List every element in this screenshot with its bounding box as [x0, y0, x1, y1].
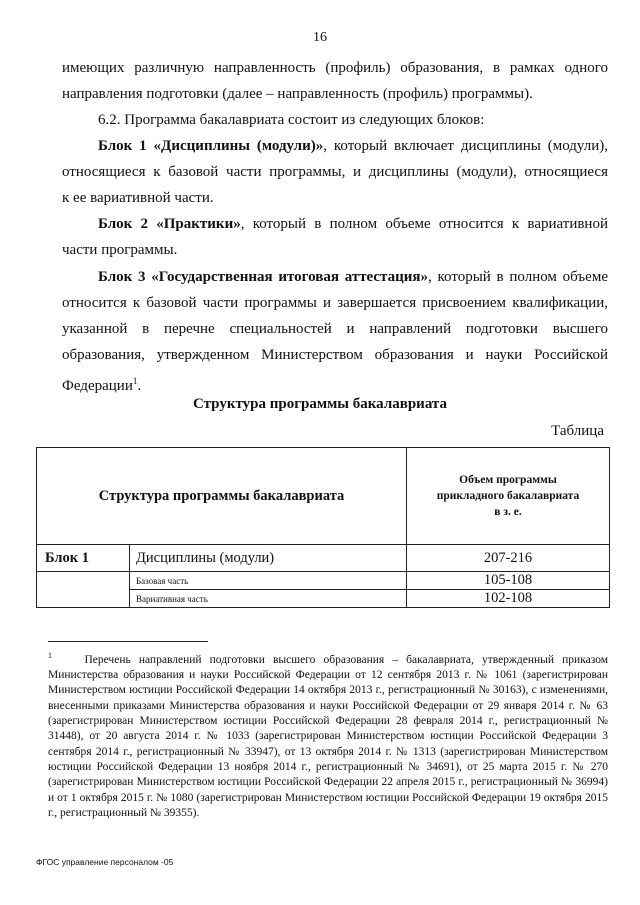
para2: 6.2. Программа бакалавриата состоит из следующих блоков: [98, 112, 485, 128]
block2-line2: части программы. [62, 242, 178, 258]
block3-line3: указанной в перечне специальностей и направлений подготовки высшего [62, 321, 608, 337]
block3-line4: образования, утвержденном Министерством образования и науки Российской [62, 347, 608, 363]
para1-line1: имеющих различную направленность (профиль) образования, в рамках одного [62, 60, 608, 76]
block3-end: . [137, 378, 142, 394]
header-structure: Структура программы бакалавриата [37, 448, 407, 545]
footnote-ref[interactable]: 1 [132, 376, 138, 386]
block3-line2: относится к базовой части программы и завершается присвоением квалификации, [62, 295, 608, 311]
table-header-row [37, 448, 610, 545]
block3-line5 [62, 368, 608, 399]
block2-text: , который в полном объеме относится к вариативной [240, 216, 608, 232]
block1-text: , который включает дисциплины (модули), [323, 138, 609, 154]
cell-value: 207-216 [407, 545, 610, 572]
cell-name: Дисциплины (модули) [130, 545, 407, 572]
table-row [37, 545, 610, 572]
structure-table [36, 447, 610, 608]
block1-line1 [98, 133, 608, 159]
footnote-text: Перечень направлений подготовки высшего образования – бакалавриата, утвержденный приказом Министерства образования и науки Российской Федерации от 12 сентября 2013 г. № 1061 (зарегистрирован Министерством юстиции Российской Федерации 14 октября 2013 г., регистрационный № 30163), с изменениями, внесенными приказами Министерства образования и науки Российской Федерации от 29 января 2014 г. № 63 (зарегистрирован Министерством юстиции Российской Федерации 28 февраля 2014 г., регистрационный № 31448), от 20 августа 2014 г. № 1033 (зарегистрирован Министерством юстиции Российской Федерации 3 сентября 2014 г., регистрационный № 33947), от 13 октября 2014 г. № 1313 (зарегистрирован Министерством юстиции Российской Федерации 13 ноября 2014 г., регистрационный № 34691), от 25 марта 2015 г. № 270 (зарегистрирован Министерством юстиции Российской Федерации 22 апреля 2015 г., регистрационный № 36994) и от 1 октября 2015 г. № 1080 (зарегистрирован Министерством юстиции Российской Федерации 19 октября 2015 г., регистрационный № 39355). [48, 653, 609, 819]
page-number: 16 [313, 30, 327, 45]
header-volume-line1: Объем программы [459, 474, 557, 486]
header-volume-line3: в з. е. [494, 506, 522, 518]
document-code: ФГОС управление персоналом -05 [36, 857, 174, 867]
block1-line3: к ее вариативной части. [62, 190, 214, 206]
block2-line1 [98, 211, 608, 237]
cell-block-empty [37, 572, 130, 608]
block3-line1 [98, 264, 608, 290]
footnote-marker: 1 [48, 651, 52, 660]
header-volume-line2: прикладного бакалавриата [436, 490, 580, 502]
cell-name: Базовая часть [130, 572, 407, 590]
table-row [37, 572, 610, 590]
cell-value: 102-108 [407, 590, 610, 608]
block3-title: Блок 3 «Государственная итоговая аттестация» [98, 269, 429, 285]
block3-last-word: Федерации [62, 378, 133, 394]
block3-text: , который в полном объеме [428, 269, 608, 285]
block2-title: Блок 2 «Практики» [98, 216, 241, 232]
para1-line2: направления подготовки (далее – направленность (профиль) программы). [62, 86, 533, 102]
block1-line2: относящиеся к базовой части программы, и дисциплины (модули), относящиеся [62, 164, 608, 180]
block1-title: Блок 1 «Дисциплины (модули)» [98, 138, 324, 154]
table-label: Таблица [551, 423, 604, 439]
table-heading: Структура программы бакалавриата [193, 396, 447, 412]
header-volume [407, 448, 610, 545]
cell-value: 105-108 [407, 572, 610, 590]
cell-name: Вариативная часть [130, 590, 407, 608]
footnote [48, 648, 608, 821]
footnote-separator [48, 641, 208, 642]
cell-block: Блок 1 [37, 545, 130, 572]
